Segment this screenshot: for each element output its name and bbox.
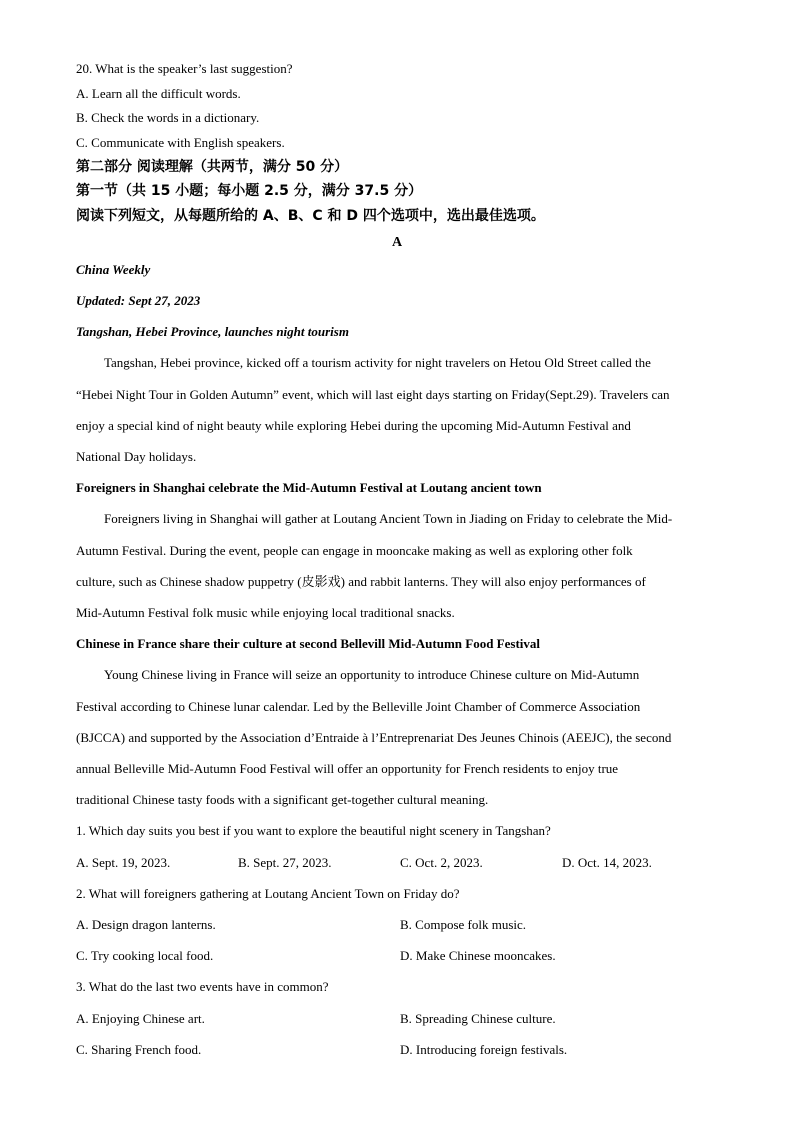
paragraph-2-line: Autumn Festival. During the event, people can engage in mooncake making as well as exploring other folk [76, 543, 633, 558]
paragraph-3-line: traditional Chinese tasty foods with a significant get-together cultural meaning. [76, 792, 489, 807]
passage-letter: A [391, 235, 403, 250]
article-heading-1: Tangshan, Hebei Province, launches night tourism [76, 324, 349, 339]
q1-question: 1. Which day suits you best if you want to explore the beautiful night scenery in Tangshan? [76, 823, 551, 838]
paragraph-1-line: Tangshan, Hebei province, kicked off a tourism activity for night travelers on Hetou Old Street called the [104, 355, 651, 370]
instructions: 阅读下列短文，从每题所给的 A、B、C 和 D 四个选项中，选出最佳选项。 [76, 208, 545, 224]
paragraph-2-line: Foreigners living in Shanghai will gather at Loutang Ancient Town in Jiading on Friday to celebrate the Mid- [104, 511, 673, 526]
paragraph-2-line: Mid-Autumn Festival folk music while enjoying local traditional snacks. [76, 605, 455, 620]
section1-heading: 第一节（共 15 小题；每小题 2.5 分，满分 37.5 分） [76, 183, 423, 199]
q20-option-c: C. Communicate with English speakers. [76, 135, 285, 150]
q20-question: 20. What is the speaker’s last suggestion? [76, 61, 293, 76]
q3-question: 3. What do the last two events have in common? [76, 979, 329, 994]
q20-option-b: B. Check the words in a dictionary. [76, 110, 260, 125]
q2-question: 2. What will foreigners gathering at Loutang Ancient Town on Friday do? [76, 886, 460, 901]
article-heading-3: Chinese in France share their culture at second Bellevill Mid-Autumn Food Festival [76, 636, 541, 651]
article-updated: Updated: Sept 27, 2023 [76, 293, 201, 308]
paragraph-3-line: Festival according to Chinese lunar calendar. Led by the Belleville Joint Chamber of Commerce Association [76, 699, 641, 714]
article-source: China Weekly [76, 262, 151, 277]
q3-option-d: D. Introducing foreign festivals. [400, 1042, 568, 1057]
paragraph-1-line: enjoy a special kind of night beauty while exploring Hebei during the upcoming Mid-Autumn Festival and [76, 418, 631, 433]
paragraph-3-line: annual Belleville Mid-Autumn Food Festival will offer an opportunity for French residents to enjoy true [76, 761, 619, 776]
part2-heading: 第二部分 阅读理解（共两节，满分 50 分） [76, 159, 349, 175]
q2-option-b: B. Compose folk music. [400, 917, 527, 932]
q2-option-a: A. Design dragon lanterns. [76, 917, 216, 932]
paragraph-1-line: “Hebei Night Tour in Golden Autumn” event, which will last eight days starting on Friday(Sept.29). Travelers can [76, 387, 670, 402]
paragraph-1-line: National Day holidays. [76, 449, 197, 464]
paragraph-2-line: culture, such as Chinese shadow puppetry (皮影戏) and rabbit lanterns. They will also enjoy performances of [76, 574, 646, 589]
q2-option-d: D. Make Chinese mooncakes. [400, 948, 556, 963]
paragraph-3-line: (BJCCA) and supported by the Association d’Entraide à l’Entreprenariat Des Jeunes Chinois (AEEJC), the second [76, 730, 672, 745]
q3-option-c: C. Sharing French food. [76, 1042, 202, 1057]
article-heading-2: Foreigners in Shanghai celebrate the Mid-Autumn Festival at Loutang ancient town [76, 480, 542, 495]
q1-option-d: D. Oct. 14, 2023. [562, 855, 652, 870]
q1-option-b: B. Sept. 27, 2023. [238, 855, 332, 870]
q20-option-a: A. Learn all the difficult words. [76, 86, 241, 101]
q3-option-a: A. Enjoying Chinese art. [76, 1011, 205, 1026]
paragraph-3-line: Young Chinese living in France will seize an opportunity to introduce Chinese culture on Mid-Autumn [104, 667, 640, 682]
q1-option-a: A. Sept. 19, 2023. [76, 855, 171, 870]
q1-option-c: C. Oct. 2, 2023. [400, 855, 483, 870]
q3-option-b: B. Spreading Chinese culture. [400, 1011, 556, 1026]
q2-option-c: C. Try cooking local food. [76, 948, 214, 963]
